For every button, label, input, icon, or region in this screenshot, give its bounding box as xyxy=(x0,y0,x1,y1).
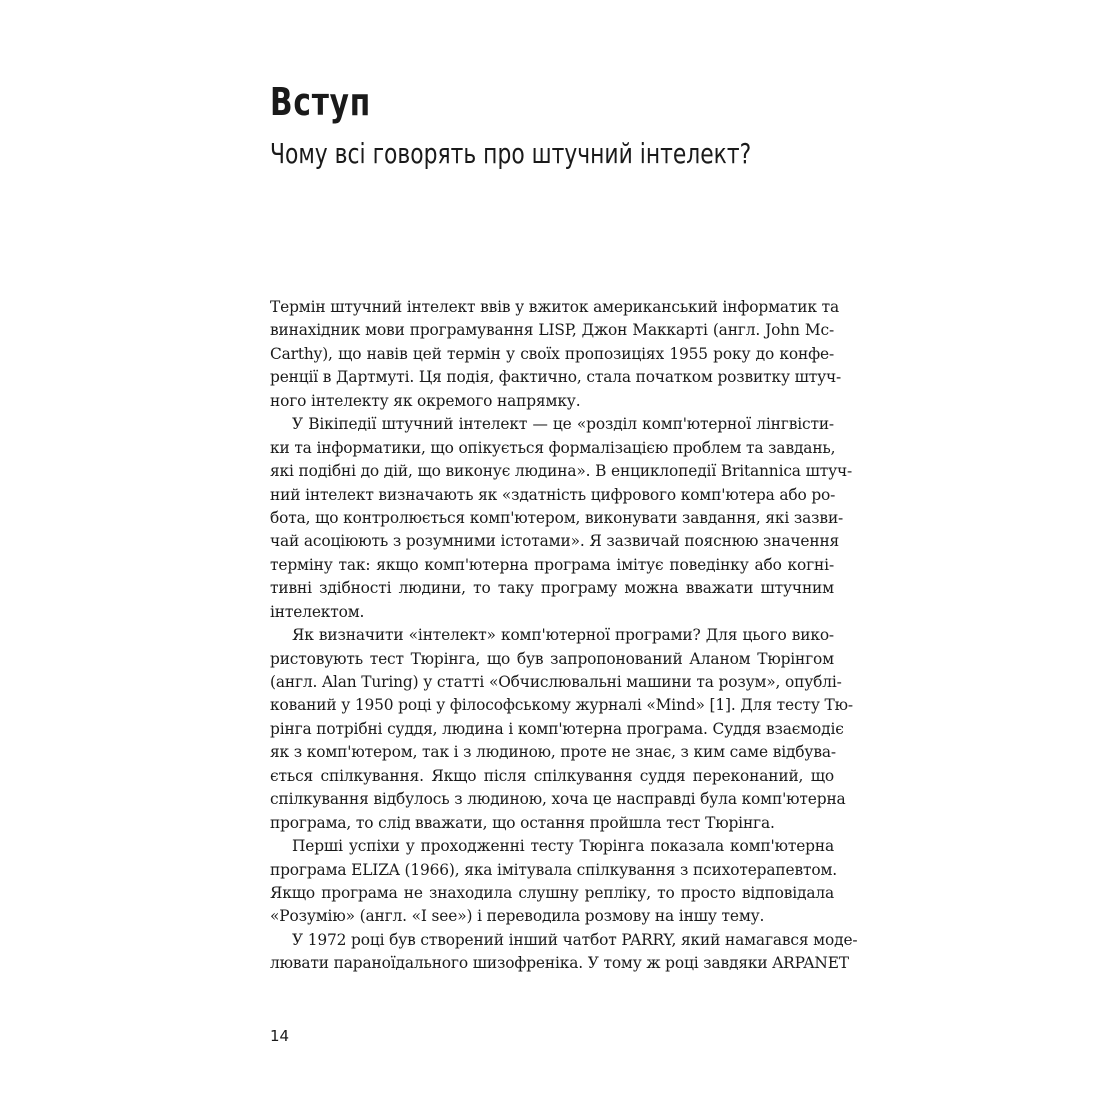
text-line: кований у 1950 році у філософському журналі «Mind» [1]. Для тесту Тю- xyxy=(270,696,853,715)
text-line: бота, що контролюється комп'ютером, виконувати завдання, які зазви- xyxy=(270,508,844,527)
chapter-subtitle: Чому всі говорять про штучний інтелект? xyxy=(270,137,752,170)
paragraph xyxy=(270,835,838,929)
text-line: які подібні до дій, що виконує людина». В енциклопедії Britannica штуч- xyxy=(270,462,853,481)
text-line: програма, то слід вважати, що остання пройшла тест Тюрінга. xyxy=(270,813,775,832)
text-line: ного інтелекту як окремого напрямку. xyxy=(270,391,581,410)
text-line: (англ. Alan Turing) у статті «Обчислювальні машини та розум», опублі- xyxy=(270,673,842,691)
text-line: «Розумію» (англ. «I see») і переводила розмову на іншу тему. xyxy=(270,907,765,926)
text-line: ристовують тест Тюрінга, що був запропонований Аланом Тюрінгом xyxy=(270,649,834,668)
text-line: Перші успіхи у проходженні тесту Тюрінга показала комп'ютерна xyxy=(292,837,834,856)
text-line: У Вікіпедії штучний інтелект — це «розділ комп'ютерної лінгвісти- xyxy=(292,415,834,434)
text-line: винахідник мови програмування LISP, Джон Маккарті (англ. John Mc- xyxy=(270,321,834,340)
paragraph xyxy=(270,296,842,413)
text-line: Термін штучний інтелект ввів у вжиток американський інформатик та xyxy=(270,298,839,316)
text-line: чай асоціюють з розумними істотами». Я зазвичай пояснюю значення xyxy=(270,532,840,551)
text-line: ний інтелект визначають як «здатність цифрового комп'ютера або ро- xyxy=(270,485,836,504)
body-text xyxy=(270,296,858,976)
text-line: тивні здібності людини, то таку програму можна вважати штучним xyxy=(270,579,834,598)
text-line: ренції в Дартмуті. Ця подія, фактично, стала початком розвитку штуч- xyxy=(270,368,842,387)
paragraph xyxy=(270,929,858,976)
paragraph xyxy=(270,413,853,624)
chapter-title: Вступ xyxy=(270,80,372,124)
text-line: терміну так: якщо комп'ютерна програма імітує поведінку або когні- xyxy=(270,555,834,574)
text-line: ки та інформатики, що опікується формалізацією проблем та завдань, xyxy=(270,438,836,457)
text-line: Carthy), що навів цей термін у своїх пропозиціях 1955 року до конфе- xyxy=(270,344,834,363)
text-line: програма ELIZA (1966), яка імітувала спілкування з психотерапевтом. xyxy=(270,860,838,879)
paragraph xyxy=(270,624,853,835)
text-line: інтелектом. xyxy=(270,602,365,621)
text-line: ється спілкування. Якщо після спілкування суддя переконаний, що xyxy=(270,766,834,785)
text-line: Як визначити «інтелект» комп'ютерної програми? Для цього вико- xyxy=(292,626,834,645)
page-number: 14 xyxy=(270,1027,290,1045)
text-line: У 1972 році був створений інший чатбот PARRY, який намагався моде- xyxy=(292,930,858,949)
text-line: лювати параноїдального шизофреніка. У тому ж році завдяки ARPANET xyxy=(270,954,849,973)
text-line: Якщо програма не знаходила слушну репліку, то просто відповідала xyxy=(270,883,834,902)
text-line: як з комп'ютером, так і з людиною, проте не знає, з ким саме відбува- xyxy=(270,743,836,762)
text-line: рінга потрібні суддя, людина і комп'ютерна програма. Суддя взаємодіє xyxy=(270,719,844,738)
text-line: спілкування відбулось з людиною, хоча це насправді була комп'ютерна xyxy=(270,790,846,809)
